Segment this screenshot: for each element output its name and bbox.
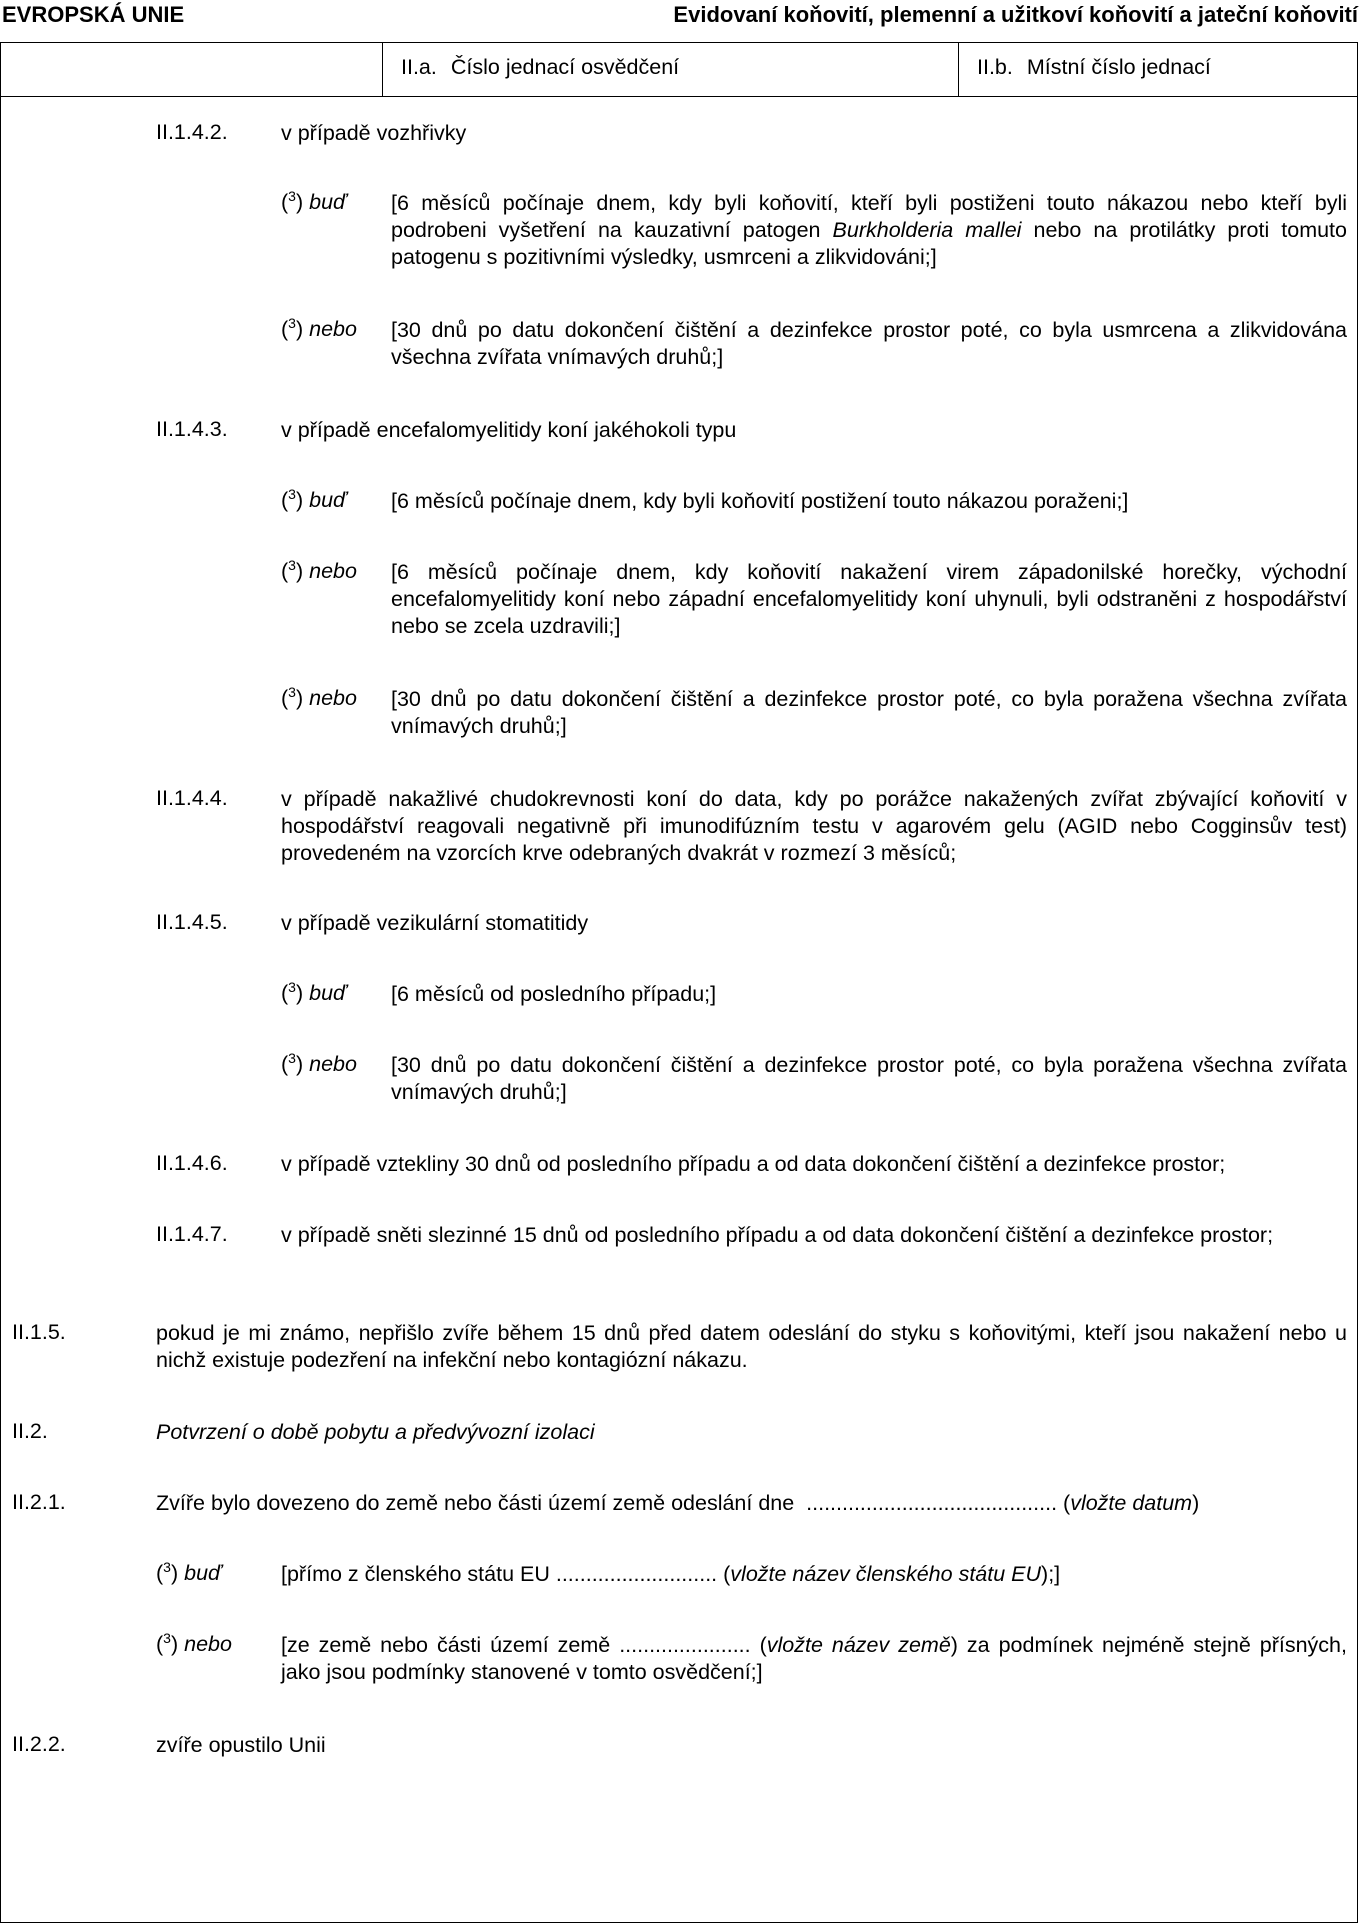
option-marker: ($^3$) nebo xyxy=(281,683,357,710)
item-text: v případě vozhřivky xyxy=(281,121,467,145)
text-part: [přímo z členského státu EU xyxy=(281,1562,550,1586)
text-part: nebo na protilátky proti tomuto patogenu s pozitivními výsledky, usmrceni a zlikvidováni;] xyxy=(391,218,1347,269)
item-text: v případě sněti slezinné 15 dnů od posledního případu a od data dokončení čištění a dezinfekce prostor; xyxy=(281,1223,1274,1247)
option-text xyxy=(391,190,1347,271)
field-certificate-number xyxy=(382,43,958,96)
option-marker: ($^3$) nebo xyxy=(281,556,357,583)
option-word: buď xyxy=(309,190,347,214)
option-marker: ($^3$) nebo xyxy=(281,1049,357,1076)
item-number: II.2. xyxy=(12,1419,48,1443)
option-text: [30 dnů po datu dokončení čištění a dezinfekce prostor poté, co byla poražena všechna zvířata vnímavých druhů;] xyxy=(391,687,1347,738)
option-marker: ($^3$) nebo xyxy=(281,314,357,341)
option-word: buď xyxy=(309,488,347,512)
item-text: v případě encefalomyelitidy koní jakéhokoli typu xyxy=(281,418,737,442)
country-fill-dots: ...................... xyxy=(619,1633,751,1657)
item-text: v případě vztekliny 30 dnů od posledního případu a od data dokončení čištění a dezinfekce prostor; xyxy=(281,1152,1226,1176)
option-text: [6 měsíců počínaje dnem, kdy koňovití nakažení virem západonilské horečky, východní encefalomyelitidy koní nebo západní encefalomyelitidy koní uhynuli, byli odstraněni z hospodářství nebo se zcela uzdravili;] xyxy=(391,560,1347,638)
option-marker: ($^3$) nebo xyxy=(156,1629,232,1656)
item-number: II.2.1. xyxy=(12,1490,66,1514)
item-text: v případě vezikulární stomatitidy xyxy=(281,911,589,935)
item-text: Zvíře bylo dovezeno do země nebo části území země odeslání dne .......................................... (vložte datum) xyxy=(156,1491,1200,1515)
option-marker: ($^3$) buď xyxy=(281,187,347,214)
option-text: [ze země nebo části území země ...................... (vložte název země) za podmínek nejméně stejně přísných, jako jsou podmínky stanovené v tomto osvědčení;] xyxy=(281,1633,1347,1684)
field-b-code: II.b. xyxy=(977,55,1013,79)
footnote-ref: 3 xyxy=(288,978,296,995)
item-number: II.1.4.5. xyxy=(156,910,228,934)
option-marker: ($^3$) buď xyxy=(156,1558,222,1585)
item-text: zvíře opustilo Unii xyxy=(156,1733,326,1757)
section-title xyxy=(156,1419,1347,1446)
text-part: Zvíře bylo dovezeno do země nebo části území země odeslání dne xyxy=(156,1491,795,1515)
member-state-hint: vložte název členského státu EU xyxy=(730,1562,1042,1586)
footnote-ref: 3 xyxy=(163,1558,171,1575)
item-number: II.1.4.4. xyxy=(156,786,228,810)
field-a-code: II.a. xyxy=(401,55,437,79)
footnote-ref: 3 xyxy=(163,1629,171,1646)
item-text: v případě nakažlivé chudokrevnosti koní do data, kdy po porážce nakažených zvířat zbývající koňovití v hospodářství reagovali negativně při imunodifúzním testu v agarovém gelu (AGID nebo Cogginsův test) provedeném na vzorcích krve odebraných dvakrát v rozmezí 3 měsíců; xyxy=(281,787,1347,865)
option-word: buď xyxy=(184,1561,222,1585)
option-text: [6 měsíců počínaje dnem, kdy byli koňovití postižení touto nákazou poraženi;] xyxy=(391,489,1129,513)
reference-row xyxy=(1,43,1357,97)
text-part: za podmínek nejméně stejně přísných, jako jsou podmínky stanovené v tomto osvědčení;] xyxy=(281,1633,1347,1684)
field-b-label: Místní číslo jednací xyxy=(1026,55,1211,79)
footnote-ref: 3 xyxy=(288,683,296,700)
header-right: Evidovaní koňovití, plemenní a užitkoví koňovití a jateční koňovití xyxy=(673,2,1358,27)
footnote-ref: 3 xyxy=(288,485,296,502)
header-left: EVROPSKÁ UNIE xyxy=(2,2,185,27)
item-number: II.2.2. xyxy=(12,1732,66,1756)
field-local-number xyxy=(958,43,1357,96)
option-word: buď xyxy=(309,981,347,1005)
text-italic: Burkholderia mallei xyxy=(832,218,1022,242)
option-text: [6 měsíců od posledního případu;] xyxy=(391,982,717,1006)
country-hint: vložte název země xyxy=(766,1633,951,1657)
option-word: nebo xyxy=(184,1632,232,1656)
item-number: II.1.4.2. xyxy=(156,120,228,144)
member-state-fill-dots: ........................... xyxy=(555,1562,718,1586)
section-title-text: Potvrzení o době pobytu a předvývozní izolaci xyxy=(156,1420,595,1444)
footnote-ref: 3 xyxy=(288,1049,296,1066)
option-word: nebo xyxy=(309,1052,357,1076)
option-word: nebo xyxy=(309,686,357,710)
item-number: II.1.4.3. xyxy=(156,417,228,441)
footnote-ref: 3 xyxy=(288,556,296,573)
option-text: [přímo z členského státu EU ........................... (vložte název členského státu EU);] xyxy=(281,1562,1061,1586)
option-marker: ($^3$) buď xyxy=(281,978,347,1005)
option-word: nebo xyxy=(309,317,357,341)
option-text: [30 dnů po datu dokončení čištění a dezinfekce prostor poté, co byla usmrcena a zlikvidována všechna zvířata vnímavých druhů;] xyxy=(391,318,1347,369)
date-hint: vložte datum xyxy=(1070,1491,1193,1515)
option-text: [30 dnů po datu dokončení čištění a dezinfekce prostor poté, co byla poražena všechna zvířata vnímavých druhů;] xyxy=(391,1053,1347,1104)
text-part: [ze země nebo části území země xyxy=(281,1633,611,1657)
option-marker: ($^3$) buď xyxy=(281,485,347,512)
item-number: II.1.4.6. xyxy=(156,1151,228,1175)
option-word: nebo xyxy=(309,559,357,583)
item-number: II.1.5. xyxy=(12,1320,66,1344)
item-text: pokud je mi známo, nepřišlo zvíře během 15 dnů před datem odeslání do styku s koňovitými, kteří jsou nakažení nebo u nichž existuje podezření na infekční nebo kontagiózní nákazu. xyxy=(156,1321,1347,1372)
text-part: [6 měsíců počínaje dnem, kdy byli koňovití, kteří byli postiženi touto nákazou nebo kteří byli podrobeni vyšetření na kauzativní patogen xyxy=(391,191,1347,242)
field-a-label: Číslo jednací osvědčení xyxy=(450,55,680,79)
date-fill-dots: .......................................... xyxy=(806,1491,1058,1515)
footnote-ref: 3 xyxy=(288,187,296,204)
footnote-ref: 3 xyxy=(288,314,296,331)
item-number: II.1.4.7. xyxy=(156,1222,228,1246)
